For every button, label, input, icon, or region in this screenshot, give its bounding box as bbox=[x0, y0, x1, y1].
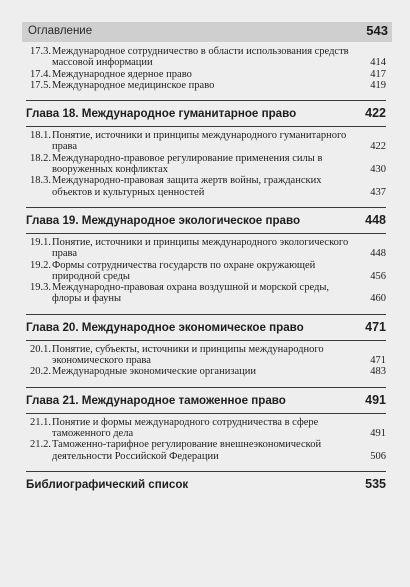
entry-number: 18.3. bbox=[30, 175, 51, 187]
entry-number: 19.3. bbox=[30, 282, 51, 294]
toc-entry bbox=[30, 175, 386, 198]
chapter-title: Глава 19. Международное экологическое право bbox=[26, 213, 301, 227]
entry-title: Формы сотрудничества государств по охране окружающей природной среды bbox=[52, 259, 316, 282]
entry-page-number: 419 bbox=[370, 79, 386, 91]
toc-entry bbox=[30, 260, 386, 283]
toc-entry bbox=[30, 69, 386, 80]
chapter-divider bbox=[26, 413, 386, 414]
entry-number: 18.2. bbox=[30, 152, 51, 164]
entry-title: Международное сотрудничество в области использования средств массовой информации bbox=[52, 46, 349, 69]
chapter-page-number: 422 bbox=[365, 106, 386, 121]
chapter-page-number: 448 bbox=[365, 212, 386, 227]
entry-number: 20.2. bbox=[30, 366, 51, 378]
entry-number: 21.1. bbox=[30, 416, 51, 428]
entry-title: Международные экономические организации bbox=[52, 366, 256, 378]
table-of-contents bbox=[26, 46, 386, 497]
entry-page-number: 414 bbox=[370, 57, 386, 69]
entry-page-number: 471 bbox=[370, 355, 386, 367]
entry-page-number: 491 bbox=[370, 427, 386, 439]
entry-page-number: 460 bbox=[370, 293, 386, 305]
entry-number: 17.5. bbox=[30, 79, 51, 91]
entry-title: Международное медицинское право bbox=[52, 79, 215, 91]
chapter-divider bbox=[26, 233, 386, 234]
toc-entry bbox=[30, 417, 386, 440]
entry-page-number: 437 bbox=[370, 186, 386, 198]
page-header bbox=[22, 22, 392, 42]
entry-number: 20.1. bbox=[30, 343, 51, 355]
chapter-page-number: 535 bbox=[365, 476, 386, 491]
chapter-page-number: 471 bbox=[365, 319, 386, 334]
entry-page-number: 417 bbox=[370, 68, 386, 80]
entry-number: 17.3. bbox=[30, 46, 51, 57]
chapter-heading bbox=[26, 100, 386, 126]
header-title: Оглавление bbox=[28, 25, 93, 37]
toc-entry bbox=[30, 153, 386, 176]
entry-title: Таможенно-тарифное регулирование внешнеэкономической деятельности Российской Федерации bbox=[52, 439, 322, 462]
toc-entry bbox=[30, 80, 386, 91]
entry-title: Понятие, источники и принципы международного гуманитарного права bbox=[52, 130, 347, 153]
entry-title: Международно-правовое регулирование применения силы в вооруженных конфликтах bbox=[52, 152, 323, 176]
toc-entry bbox=[30, 439, 386, 462]
chapter-title: Глава 20. Международное экономическое право bbox=[26, 320, 304, 334]
entry-title: Понятие, источники и принципы международного экологического права bbox=[52, 236, 349, 260]
chapter-title: Глава 21. Международное таможенное право bbox=[26, 393, 286, 407]
entry-page-number: 448 bbox=[370, 248, 386, 260]
toc-entry bbox=[30, 130, 386, 153]
chapter-heading bbox=[26, 207, 386, 233]
toc-entry bbox=[30, 366, 386, 377]
chapter-divider bbox=[26, 340, 386, 341]
entry-page-number: 430 bbox=[370, 164, 386, 176]
entry-title: Международно-правовая защита жертв войны, гражданских объектов и культурных ценностей bbox=[52, 175, 322, 198]
entry-title: Понятие и формы международного сотрудничества в сфере таможенного дела bbox=[52, 416, 319, 439]
chapter-title: Библиографический список bbox=[26, 477, 189, 491]
entry-page-number: 456 bbox=[370, 270, 386, 282]
header-page-number: 543 bbox=[366, 23, 388, 38]
toc-entry bbox=[30, 282, 386, 305]
chapter-page-number: 491 bbox=[365, 392, 386, 407]
toc-entry bbox=[30, 46, 386, 69]
entry-number: 17.4. bbox=[30, 68, 51, 80]
entry-number: 18.1. bbox=[30, 130, 51, 142]
chapter-heading bbox=[26, 314, 386, 340]
entry-page-number: 422 bbox=[370, 141, 386, 153]
chapter-heading bbox=[26, 471, 386, 497]
toc-entry bbox=[30, 237, 386, 260]
entry-title: Международно-правовая охрана воздушной и морской среды, флоры и фауны bbox=[52, 282, 329, 305]
entry-page-number: 483 bbox=[370, 366, 386, 378]
entry-number: 21.2. bbox=[30, 439, 51, 451]
toc-entry bbox=[30, 344, 386, 367]
chapter-title: Глава 18. Международное гуманитарное право bbox=[26, 107, 297, 121]
entry-number: 19.1. bbox=[30, 236, 51, 248]
chapter-divider bbox=[26, 126, 386, 127]
entry-title: Международное ядерное право bbox=[52, 68, 192, 80]
entry-number: 19.2. bbox=[30, 259, 51, 271]
chapter-heading bbox=[26, 387, 386, 413]
entry-title: Понятие, субъекты, источники и принципы международного экономического права bbox=[52, 343, 324, 367]
entry-page-number: 506 bbox=[370, 450, 386, 462]
